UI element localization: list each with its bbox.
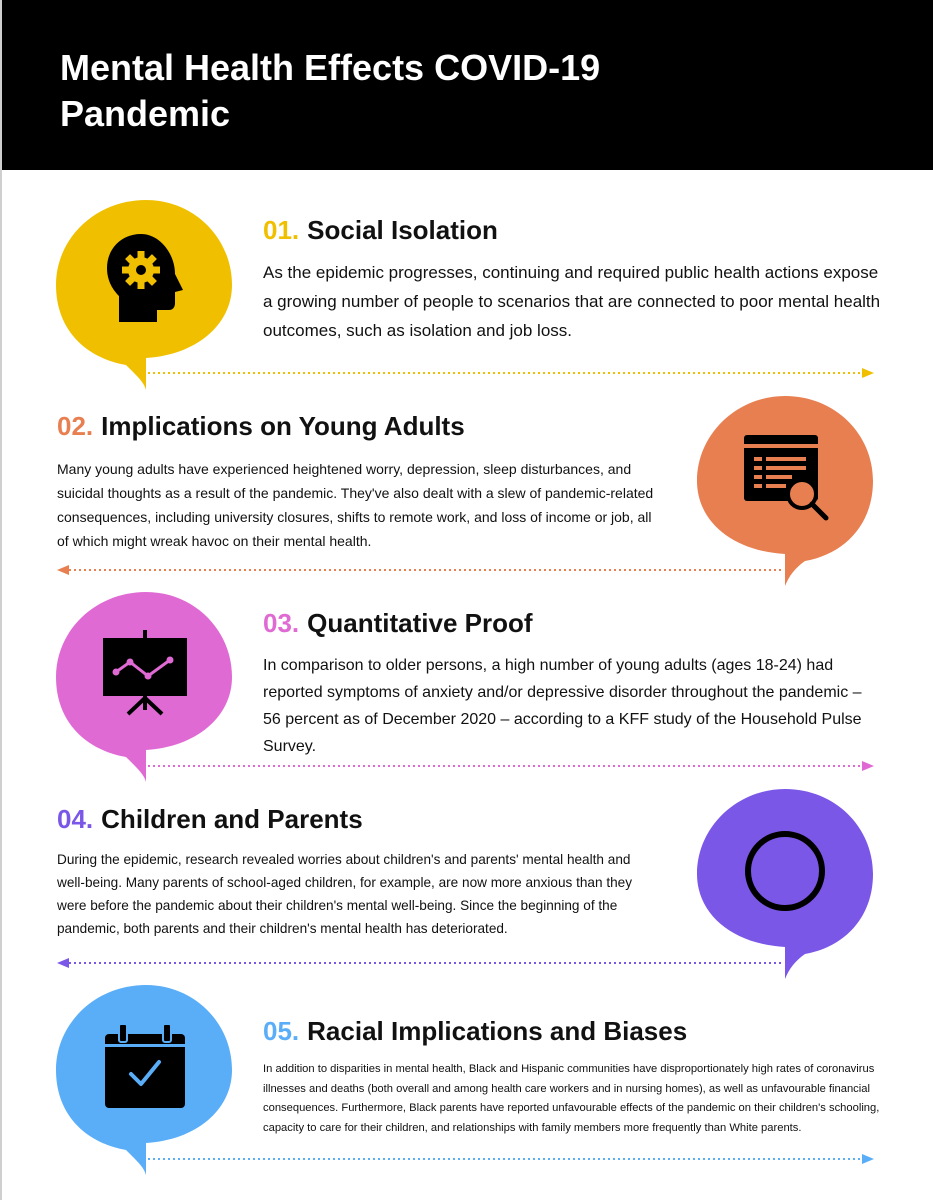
section-4-title: 04. Children and Parents <box>57 804 363 834</box>
header-banner <box>2 0 933 170</box>
section-5-number: 05. <box>263 1016 300 1046</box>
calendar-check-icon <box>103 1024 187 1115</box>
section-4-body: During the epidemic, research revealed worries about children's and parents' mental health and well-being. Many parents of school-aged children, for example, are now more anxious than they were before the pandemic about their children's mental well-being. Since the beginning of the pandemic, both parents and their children's mental health has deteriorated. <box>57 852 633 936</box>
page-title: Mental Health Effects COVID-19 Pandemic <box>60 47 601 134</box>
head-gear-icon <box>105 232 185 329</box>
section-5-arrow-right <box>148 1152 878 1171</box>
section-1-arrow-right <box>148 366 878 385</box>
section-2-body: Many young adults have experienced heightened worry, depression, sleep disturbances, and suicidal thoughts as a result of the pandemic. They've also dealt with a slew of pandemic-related consequences, including university closures, shifts to remote work, and loss of income or job, all of which might wreak havoc on their mental health. <box>57 461 654 549</box>
section-5-title: 05. Racial Implications and Biases <box>263 1016 688 1046</box>
section-2-title: 02. Implications on Young Adults <box>57 411 465 441</box>
section-2-arrow-left <box>55 563 785 582</box>
section-3-body: In comparison to older persons, a high number of young adults (ages 18-24) had reported symptoms of anxiety and/or depressive disorder throughout the pandemic – 56 percent as of December 2020 – according to a KFF study of the Household Pulse Survey. <box>263 657 862 755</box>
section-2-number: 02. <box>57 411 94 441</box>
section-1-number: 01. <box>263 215 300 245</box>
section-3-arrow-right <box>148 759 878 778</box>
section-1-body: As the epidemic progresses, continuing and required public health actions expose a growing number of people to scenarios that are connected to poor mental health outcomes, such as isolation and job loss. <box>263 263 881 340</box>
left-border <box>0 0 2 1200</box>
section-5-body: In addition to disparities in mental health, Black and Hispanic communities have disproportionately high rates of coronavirus illnesses and deaths (both overall and among health care workers and in nursing homes), as well as unfavourable financial consequences. Furthermore, Black parents have reported unfavourable effects of the pandemic on their children's schooling, capacity to care for their children, and relationships with family members more frequently than White parents. <box>263 1063 880 1134</box>
circle-icon <box>742 828 828 919</box>
document-search-icon <box>742 432 832 527</box>
section-3-title: 03. Quantitative Proof <box>263 608 533 638</box>
section-4-number: 04. <box>57 804 94 834</box>
section-1-title: 01. Social Isolation <box>263 215 498 245</box>
section-4-arrow-left <box>55 956 785 975</box>
section-3-number: 03. <box>263 608 300 638</box>
chart-board-icon <box>100 630 190 721</box>
